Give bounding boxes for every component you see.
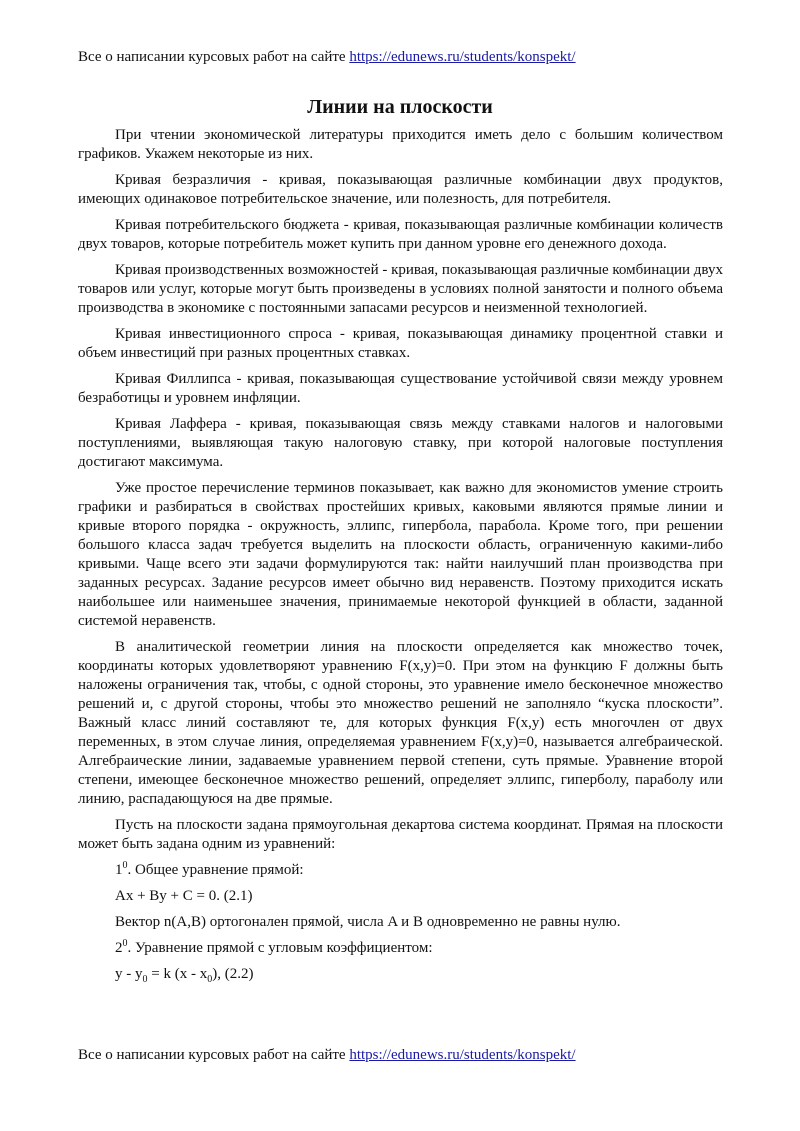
document-title: Линии на плоскости	[307, 96, 493, 118]
item-slope-equation: $2^0$. Уравнение прямой с угловым коэффициентом:	[115, 938, 433, 956]
paragraph: Кривая производственных возможностей - кривая, показывающая различные комбинации двух товаров или услуг, которые могут быть произведены в условиях полной занятости и полного объема производства в экономике с постоянными запасами ресурсов и неизменной технологией.	[78, 262, 723, 316]
paragraph: Уже простое перечисление терминов показывает, как важно для экономистов умение строить графики и разбираться в свойствах простейших кривых, каковыми являются прямые линии и кривые второго порядка - окружность, эллипс, гипербола, парабола. Кроме того, при решении большого класса задач требуется выделить на плоскости область, ограниченную какими-либо кривыми. Чаще всего эти задачи формулируются так: найти наилучший план производства при заданных ресурсах. Задание ресурсов имеет обычно вид неравенств. Поэтому приходится искать наибольшее или наименьшее значения, принимаемые некоторой функцией в области, заданной системой неравенств.	[78, 480, 723, 629]
document-body	[78, 126, 723, 991]
vector-note: Вектор n(A,B) ортогонален прямой, числа A и B одновременно не равны нулю.	[115, 914, 621, 930]
paragraph: Кривая потребительского бюджета - кривая, показывающая различные комбинации количеств двух товаров, которые потребитель может купить при данном уровне его денежного дохода.	[78, 217, 723, 252]
paragraph: Кривая безразличия - кривая, показывающая различные комбинации двух продуктов, имеющих одинаковое потребительское значение, или полезность, для потребителя.	[78, 172, 723, 207]
paragraph: Кривая Филлипса - кривая, показывающая существование устойчивой связи между уровнем безработицы и уровнем инфляции.	[78, 371, 723, 406]
header-text: Все о написании курсовых работ на сайте	[78, 49, 350, 65]
footer-text: Все о написании курсовых работ на сайте	[78, 1047, 350, 1063]
paragraph: В аналитической геометрии линия на плоскости определяется как множество точек, координаты которых удовлетворяют уравнению F(x,y)=0. При этом на функцию F должны быть наложены ограничения так, чтобы, с одной стороны, это уравнение имело бесконечное множество решений и, с другой стороны, чтобы это множество решений не заполняло “куска плоскости”. Важный класс линий составляют те, для которых функция F(x,y) есть многочлен от двух переменных, в этом случае линия, определяемая уравнением F(x,y)=0, называется алгебраической. Алгебраические линии, задаваемые уравнением первой степени, суть прямые. Уравнение второй степени, имеющее бесконечное множество решений, определяет эллипс, гиперболу, параболу или линию, распадающуюся на две прямые.	[78, 639, 723, 807]
header-link[interactable]: https://edunews.ru/students/konspekt/	[349, 49, 576, 65]
paragraph: Кривая инвестиционного спроса - кривая, показывающая динамику процентной ставки и объем инвестиций при разных процентных ставках.	[78, 326, 723, 361]
footer-link[interactable]: https://edunews.ru/students/konspekt/	[349, 1047, 576, 1063]
paragraph: При чтении экономической литературы приходится иметь дело с большим количеством графиков. Укажем некоторые из них.	[78, 127, 723, 162]
paragraph: Кривая Лаффера - кривая, показывающая связь между ставками налогов и налоговыми поступлениями, выявляющая такую налоговую ставку, при которой налоговые поступления достигают максимума.	[78, 416, 723, 470]
page-footer	[78, 1046, 576, 1064]
equation-2-2: $y - y_0 = k$ $(x - x_0)$, (2.2)	[115, 966, 254, 985]
item-general-equation: $1^0$. Общее уравнение прямой:	[115, 860, 304, 878]
paragraph: Пусть на плоскости задана прямоугольная декартова система координат. Прямая на плоскости может быть задана одним из уравнений:	[78, 817, 723, 852]
equation-2-1: Ax + By + C = 0. (2.1)	[115, 888, 253, 904]
page-header	[78, 48, 576, 66]
